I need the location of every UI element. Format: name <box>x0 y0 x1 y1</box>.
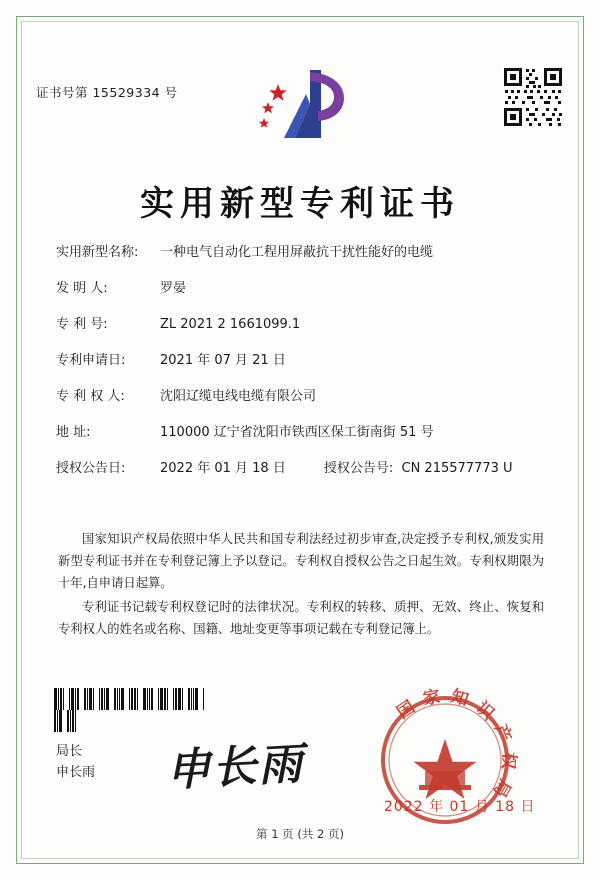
field-label: 发 明 人: <box>56 281 108 296</box>
signature-block <box>56 741 95 783</box>
field-row-grant <box>56 457 556 493</box>
field-label: 专 利 号: <box>56 317 108 332</box>
field-value: ZL 2021 2 1661099.1 <box>160 317 301 332</box>
seal-issue-date: 2022 年 01 月 18 日 <box>384 799 536 815</box>
field-row-name <box>56 241 556 277</box>
field-value: 沈阳辽缆电线电缆有限公司 <box>160 389 317 404</box>
grant-date-value: 2022 年 01 月 18 日 <box>160 461 286 476</box>
field-row-patent-number <box>56 313 556 349</box>
field-list <box>56 241 556 493</box>
field-row-patentee <box>56 385 556 421</box>
field-label: 地 址: <box>56 425 91 440</box>
grant-number-value: CN 215577773 U <box>401 461 513 476</box>
field-row-application-date <box>56 349 556 385</box>
field-label: 实用新型名称: <box>56 245 139 260</box>
field-value: 一种电气自动化工程用屏蔽抗干扰性能好的电缆 <box>160 245 434 260</box>
field-label: 专 利 权 人: <box>56 389 125 404</box>
page-footer: 第 1 页 (共 2 页) <box>256 827 344 841</box>
cnipa-logo-icon <box>248 64 358 146</box>
grant-number-label: 授权公告号: <box>323 461 394 476</box>
certificate-content <box>36 36 564 844</box>
field-row-inventor <box>56 277 556 313</box>
field-row-address <box>56 421 556 457</box>
page-title: 实用新型专利证书 <box>140 184 460 224</box>
field-label: 专利申请日: <box>56 353 126 368</box>
certificate-number: 证书号第 15529334 号 <box>36 85 178 100</box>
handwritten-signature: 申长雨 <box>164 738 306 797</box>
paragraph-2: 专利证书记载专利权登记时的法律状况。专利权的转移、质押、无效、终止、恢复和专利权人的姓名或名称、国籍、地址变更等事项记载在专利登记簿上。 <box>58 600 544 636</box>
barcode <box>54 688 206 710</box>
director-name: 申长雨 <box>56 765 96 780</box>
field-value: 110000 辽宁省沈阳市铁西区保工街南街 51 号 <box>160 425 434 440</box>
qr-code-icon <box>502 66 564 128</box>
grant-date-label: 授权公告日: <box>56 461 126 476</box>
field-value: 罗晏 <box>160 281 187 296</box>
svg-text:国家知识产权局: 国家知识产权局 <box>393 685 519 809</box>
paragraph-1: 国家知识产权局依照中华人民共和国专利法经过初步审查,决定授予专利权,颁发实用新型专利证书并在专利登记簿上予以登记。专利权自授权公告之日起生效。专利权期限为十年,自申请日起算。 <box>58 532 544 590</box>
director-title: 局长 <box>56 744 83 759</box>
field-value: 2021 年 07 月 21 日 <box>160 353 286 368</box>
legal-text <box>58 528 544 642</box>
